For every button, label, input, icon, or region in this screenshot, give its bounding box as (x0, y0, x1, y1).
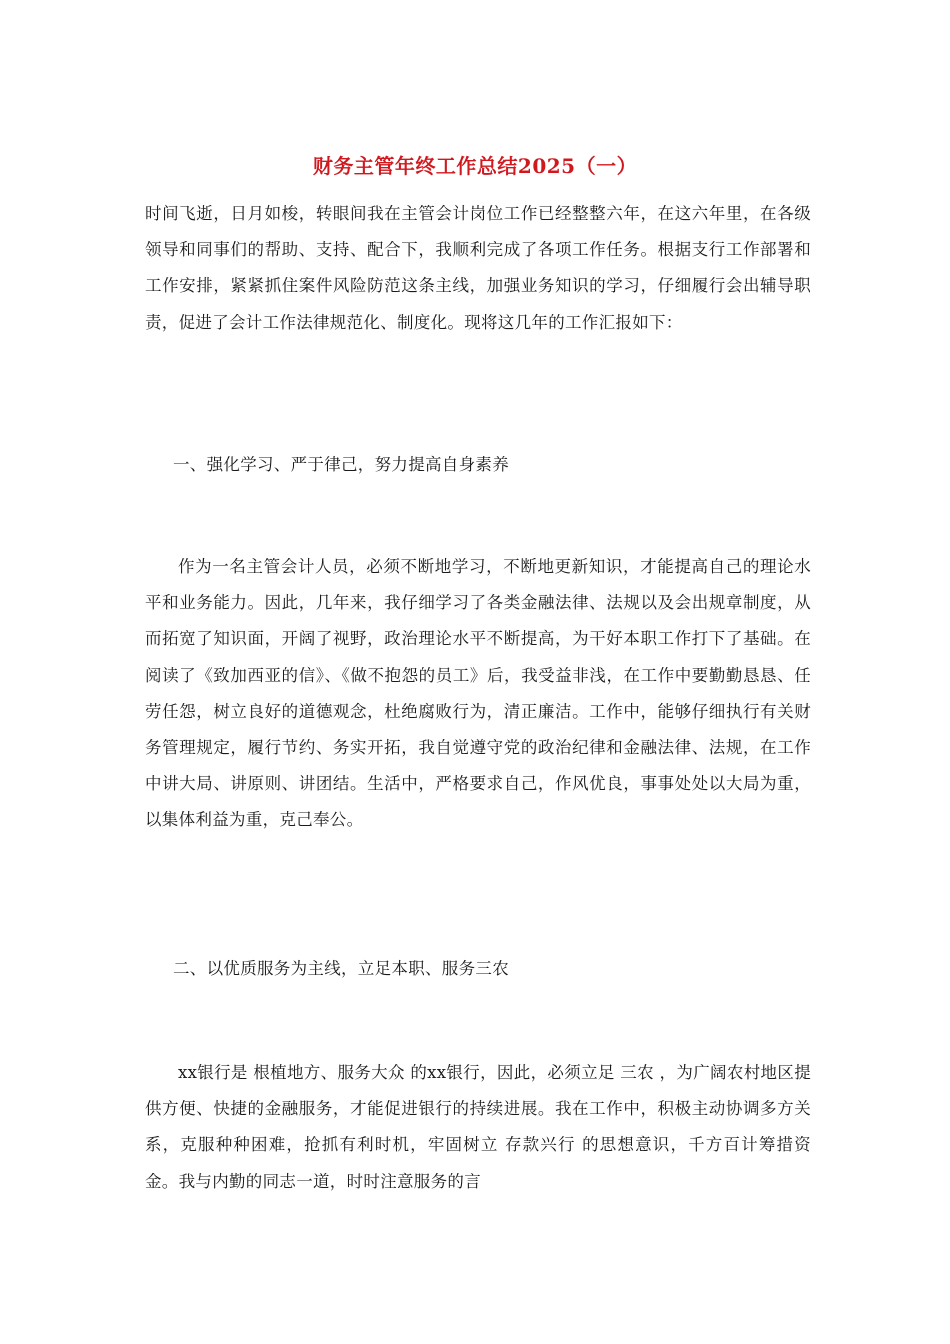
section-2-heading: 二、以优质服务为主线，立足本职、服务三农 (173, 959, 509, 978)
section-1-body: 作为一名主管会计人员，必须不断地学习，不断地更新知识，才能提高自己的理论水平和业务能力。因此，几年来，我仔细学习了各类金融法律、法规以及会出规章制度，从而拓宽了知识面，开阔了视野，政治理论水平不断提高，为干好本职工作打下了基础。在阅读了《致加西亚的信》、《做不抱怨的员工》后，我受益非浅，在工作中要勤勤恳恳、任劳任怨，树立良好的道德观念，杜绝腐败行为，清正廉洁。工作中，能够仔细执行有关财务管理规定，履行节约、务实开拓，我自觉遵守党的政治纪律和金融法律、法规，在工作中讲大局、讲原则、讲团结。生活中，严格要求自己，作风优良，事事处处以大局为重，以集体利益为重，克己奉公。 (145, 557, 811, 830)
section-1-heading: 一、强化学习、严于律己，努力提高自身素养 (173, 455, 509, 474)
document-title: 财务主管年终工作总结2025（一） (312, 154, 638, 178)
section-2-body: xx银行是 根植地方、服务大众 的xx银行，因此，必须立足 三农 ，为广阔农村地区提供方便、快捷的金融服务，才能促进银行的持续进展。我在工作中，积极主动协调多方关系，克服种种困难，抢抓有利时机，牢固树立 存款兴行 的思想意识，千方百计筹措资金。我与内勤的同志一道，时时注意服务的言 (145, 1063, 811, 1191)
intro-paragraph: 时间飞逝，日月如梭，转眼间我在主管会计岗位工作已经整整六年，在这六年里，在各级领导和同事们的帮助、支持、配合下，我顺利完成了各项工作任务。根据支行工作部署和工作安排，紧紧抓住案件风险防范这条主线，加强业务知识的学习，仔细履行会出辅导职责，促进了会计工作法律规范化、制度化。现将这几年的工作汇报如下： (145, 204, 811, 332)
